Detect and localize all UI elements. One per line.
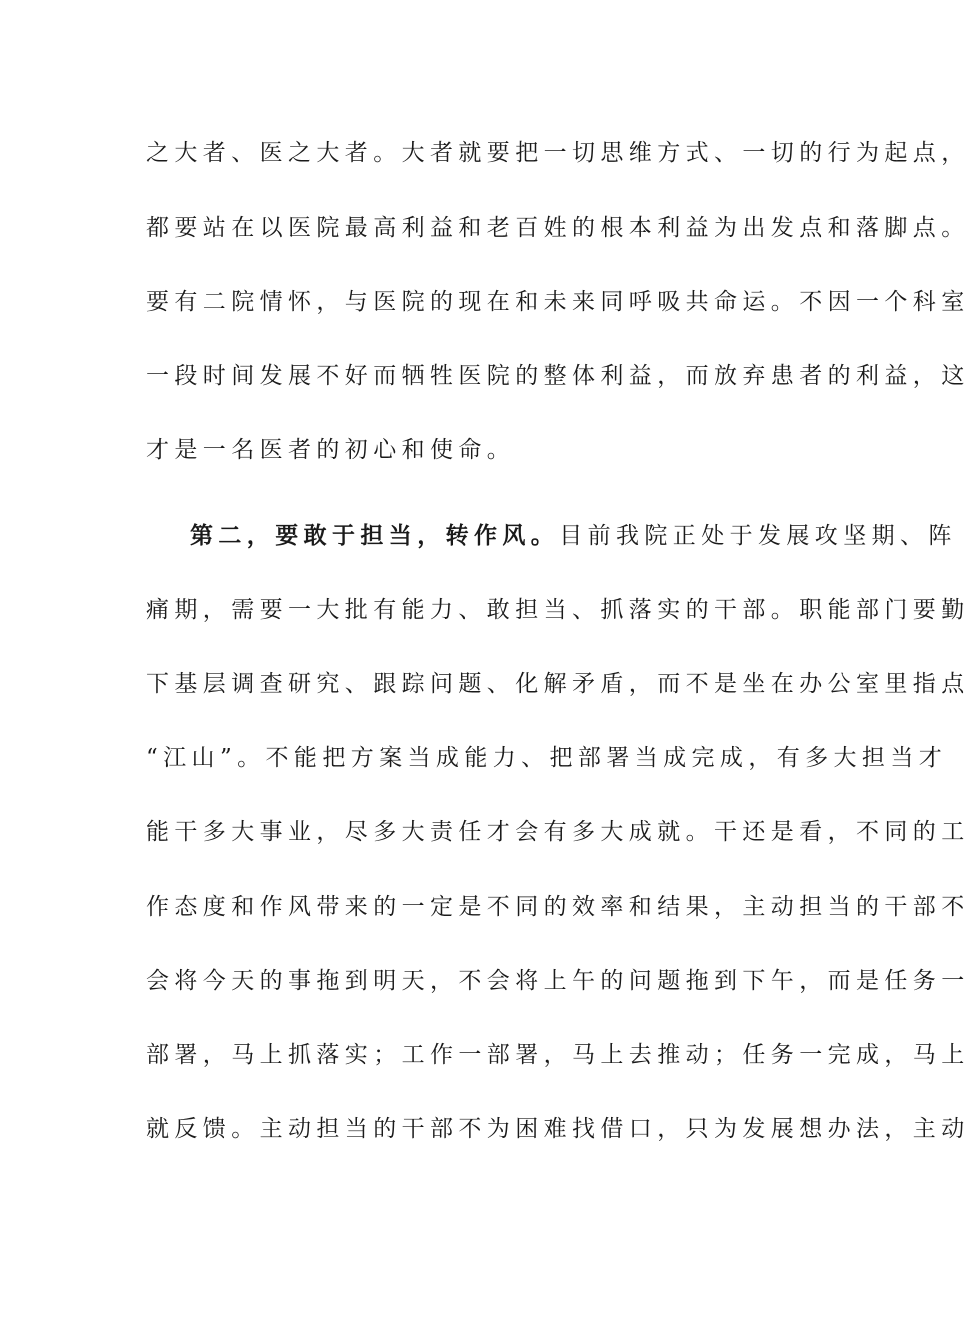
paragraph-2-line-5: 能干多大事业，尽多大责任才会有多大成就。干还是看，不同的工 — [146, 819, 970, 845]
paragraph-1-line-3: 要有二院情怀，与医院的现在和未来同呼吸共命运。不因一个科室 — [146, 289, 970, 315]
paragraph-2-line-9: 就反馈。主动担当的干部不为困难找借口，只为发展想办法，主动 — [146, 1116, 970, 1142]
paragraph-2-line-3: 下基层调查研究、跟踪问题、化解矛盾，而不是坐在办公室里指点 — [146, 671, 970, 697]
paragraph-2-line-1 — [190, 521, 957, 551]
paragraph-2-line-4: “江山”。不能把方案当成能力、把部署当成完成，有多大担当才 — [146, 745, 948, 771]
paragraph-1-line-1: 之大者、医之大者。大者就要把一切思维方式、一切的行为起点， — [146, 140, 970, 166]
paragraph-1-line-4: 一段时间发展不好而牺牲医院的整体利益，而放弃患者的利益，这 — [146, 363, 970, 389]
paragraph-2-heading: 第二，要敢于担当，转作风。 — [190, 522, 560, 549]
paragraph-1-line-2: 都要站在以医院最高利益和老百姓的根本利益为出发点和落脚点。 — [146, 215, 970, 241]
paragraph-2-line-8: 部署，马上抓落实；工作一部署，马上去推动；任务一完成，马上 — [146, 1042, 970, 1068]
paragraph-2-line-7: 会将今天的事拖到明天，不会将上午的问题拖到下午，而是任务一 — [146, 968, 970, 994]
paragraph-1-line-5: 才是一名医者的初心和使命。 — [146, 437, 516, 463]
paragraph-2-line-2: 痛期，需要一大批有能力、敢担当、抓落实的干部。职能部门要勤 — [146, 597, 970, 623]
paragraph-2-line-6: 作态度和作风带来的一定是不同的效率和结果，主动担当的干部不 — [146, 894, 970, 920]
paragraph-2-first-line-text: 目前我院正处于发展攻坚期、阵 — [559, 523, 957, 549]
